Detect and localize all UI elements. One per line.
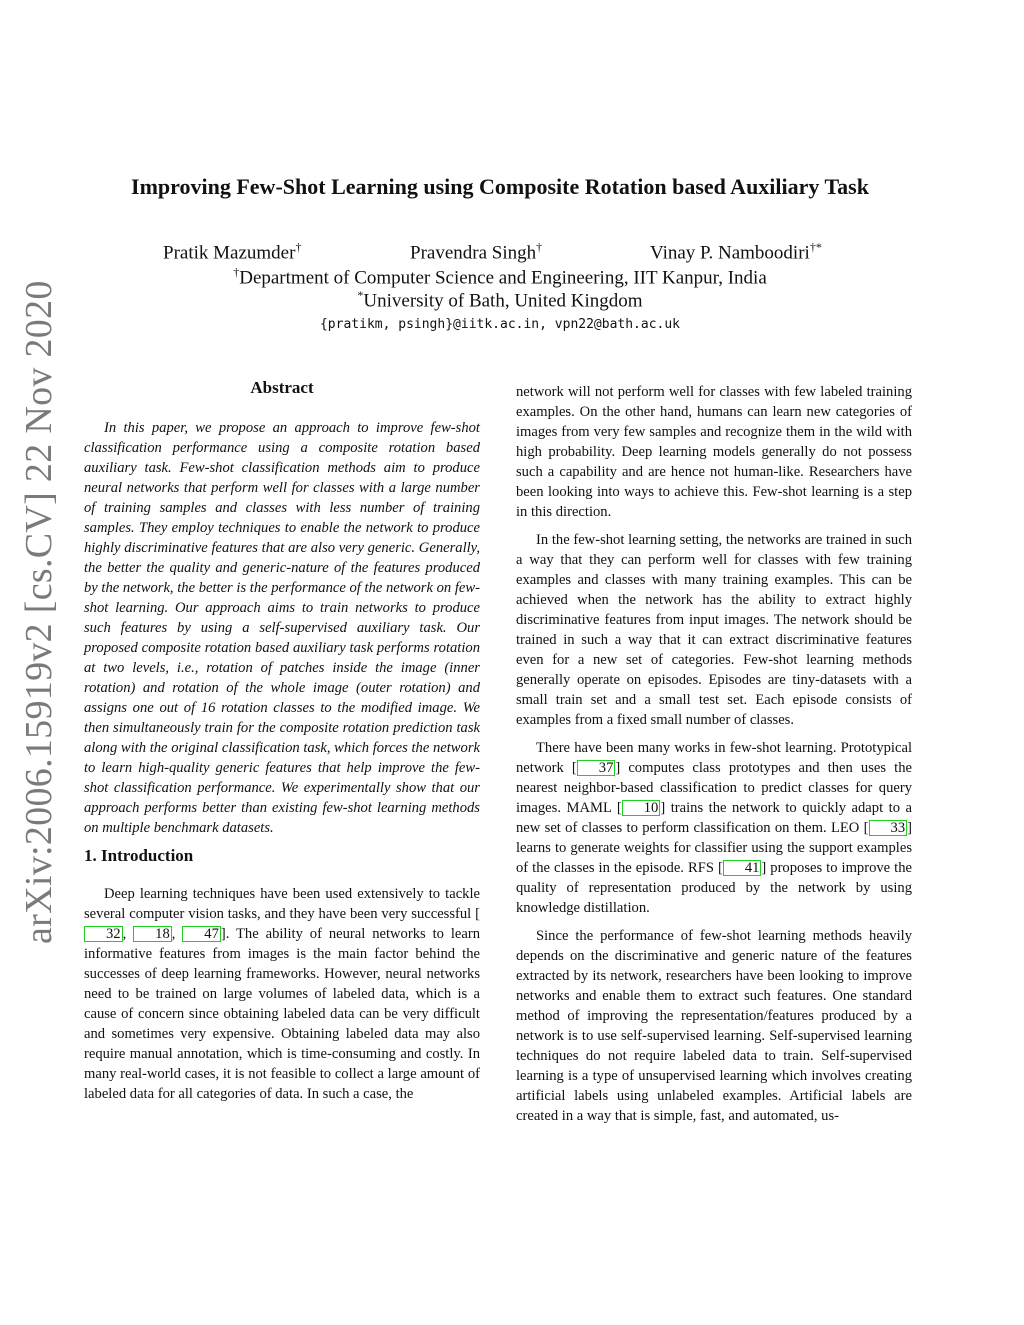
- affiliation-1-mark: †: [233, 265, 240, 279]
- text-run: ]. The ability of neural networks to learn informative features from images is the main factor behind the successes of deep learning frameworks. However, neural networks need to be trained on large volumes of labeled data, which is a cause of concern since obtaining labeled data can be very difficult and sometimes very expensive. Obtaining labeled data may also require manual annotation, which is time-consuming and costly. In many real-world cases, it is not feasible to collect a large amount of labeled data for all categories of data. In such a case, the: [84, 926, 481, 1102]
- author-emails: {pratikm, psingh}@iitk.ac.in, vpn22@bath.ac.uk: [319, 317, 681, 332]
- intro-paragraph-3: In the few-shot learning setting, the networks are trained in such a way that they can perform well for classes with few training examples and classes with many training examples. This can be achieved when the network has the ability to extract highly discriminative features from input images. The network should be trained in such a way that it can extract discriminative features even for a new set of categories. Few-shot learning methods generally operate on episodes. Episodes are tiny-datasets with a small train set and a small test set. Each episode consists of examples from a fixed small number of classes.: [516, 532, 912, 728]
- text-run: ] proposes to improve the quality of representation produced by the network by using knowledge distillation.: [516, 860, 912, 916]
- citation-link[interactable]: 32: [84, 926, 123, 942]
- citation-link[interactable]: 10: [622, 800, 661, 816]
- abstract-text: In this paper, we propose an approach to improve few-shot classification performance using a composite rotation based auxiliary task. Few-shot classification methods aim to produce neural networks that perform well for classes with a large number of training samples and classes with less number of training samples. They employ techniques to enable the network to produce highly discriminative features that are also very generic. Generally, the better the quality and generic-nature of the features produced by the network, the better is the performance of the network on few-shot learning. Our approach aims to train networks to produce such features by using a self-supervised auxiliary task. Our proposed composite rotation based auxiliary task performs rotation at two levels, i.e., rotation of patches inside the image (inner rotation) and rotation of the whole image (outer rotation) and assigns one out of 16 rotation classes to the modified image. We then simultaneously train for the composite rotation prediction task along with the original classification task, which forces the network to learn high-quality generic features that help improve the few-shot classification performance. We experimentally show that our approach performs better than existing few-shot learning methods on multiple benchmark datasets.: [84, 420, 480, 836]
- text-run: ] computes class prototypes and then uses the nearest neighbor-based classification to predict classes for query images. MAML [: [516, 760, 912, 816]
- affiliation-2-mark: *: [357, 288, 364, 302]
- text-run: Deep learning techniques have been used extensively to tackle several computer vision tasks, and they have been very successful [: [84, 886, 480, 922]
- text-run: There have been many works in few-shot learning. Prototypical network [: [516, 740, 912, 776]
- left-column: [84, 378, 480, 1112]
- arxiv-identifier: arXiv:2006.15919v2 [cs.CV] 22 Nov 2020: [18, 280, 60, 944]
- citation-link[interactable]: 18: [133, 926, 172, 942]
- citation-link[interactable]: 37: [577, 760, 616, 776]
- affiliation-1-text: Department of Computer Science and Engineering, IIT Kanpur, India: [239, 267, 767, 289]
- citation-link[interactable]: 41: [723, 860, 762, 876]
- author-1-name: Pratik Mazumder: [163, 242, 296, 264]
- intro-paragraph-5: Since the performance of few-shot learning methods heavily depends on the discriminative and generic nature of the features extracted by its network, researchers have been looking to improve networks and enable them to extract such features. One standard method of improving the representation/features produced by a network is to use self-supervised learning. Self-supervised learning techniques do not require labeled data to train. Self-supervised learning is a type of unsupervised learning which involves creating artificial labels using unlabeled examples. Artificial labels are created in a way that is simple, fast, and automated, us-: [516, 928, 912, 1124]
- introduction-heading: 1. Introduction: [84, 846, 194, 865]
- author-1: [163, 240, 301, 264]
- author-2: [410, 240, 542, 264]
- paper-title: Improving Few-Shot Learning using Composite Rotation based Auxiliary Task: [131, 174, 869, 199]
- text-run: ] trains the network to quickly adapt to a new set of classes to perform classification on them. LEO [: [516, 800, 912, 836]
- author-3-mark: †*: [809, 240, 822, 254]
- text-run: ,: [171, 926, 183, 942]
- author-3: [650, 240, 822, 264]
- citation-link[interactable]: 47: [182, 926, 221, 942]
- author-1-mark: †: [295, 240, 302, 254]
- affiliation-2: [0, 288, 1000, 312]
- citation-link[interactable]: 33: [869, 820, 908, 836]
- affiliation-1: [0, 265, 1000, 289]
- author-3-name: Vinay P. Namboodiri: [650, 242, 810, 264]
- intro-paragraph-2: network will not perform well for classes with few labeled training examples. On the other hand, humans can learn new categories of images from very few samples and recognize them in the wild with high probability. Deep learning models generally do not possess such a capability and are hence not human-like. Researchers have been looking into ways to achieve this. Few-shot learning is a step in this direction.: [516, 384, 912, 520]
- intro-paragraph-1: [84, 884, 480, 1104]
- text-run: ,: [122, 926, 134, 942]
- right-column: [516, 382, 912, 1134]
- text-run: ] learns to generate weights for classifier using the support examples of the classes in the episode. RFS [: [516, 820, 912, 876]
- author-2-name: Pravendra Singh: [410, 242, 537, 264]
- intro-paragraph-4: [516, 738, 912, 918]
- affiliation-2-text: University of Bath, United Kingdom: [363, 290, 643, 312]
- abstract-heading: Abstract: [250, 378, 314, 397]
- author-2-mark: †: [536, 240, 543, 254]
